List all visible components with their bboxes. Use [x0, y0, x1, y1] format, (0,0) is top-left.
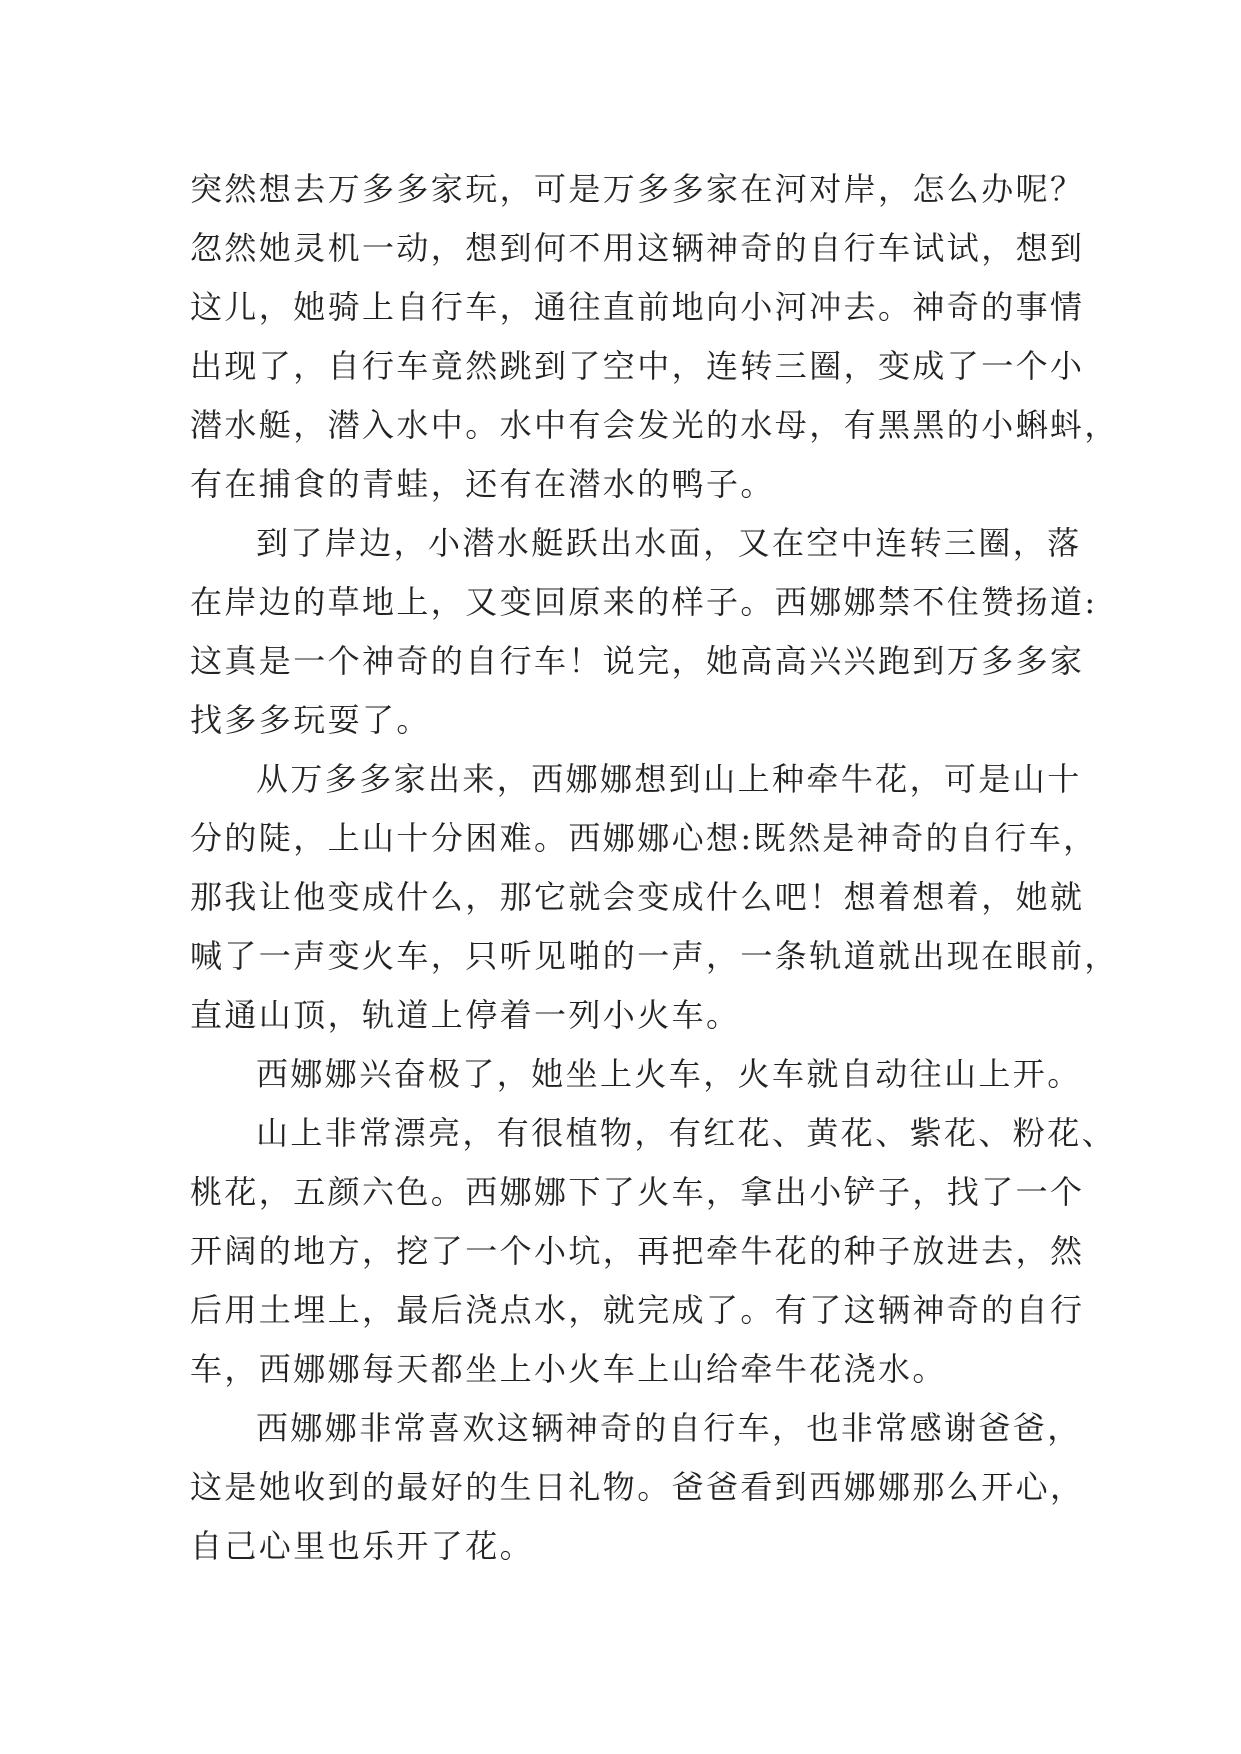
text-line: 这真是一个神奇的自行车！说完，她高高兴兴跑到万多多家 [190, 642, 1085, 680]
text-line: 找多多玩耍了。 [190, 701, 431, 739]
text-line: 这儿，她骑上自行车，通往直前地向小河冲去。神奇的事情 [190, 288, 1085, 326]
text-line: 桃花，五颜六色。西娜娜下了火车，拿出小铲子，找了一个 [190, 1173, 1085, 1211]
paragraph [190, 160, 1119, 514]
text-line: 从万多多家出来，西娜娜想到山上种牵牛花，可是山十 [256, 760, 1082, 798]
paragraph [190, 750, 1119, 1045]
text-line: 出现了，自行车竟然跳到了空中，连转三圈，变成了一个小 [190, 347, 1085, 385]
text-line: 后用土埋上，最后浇点水，就完成了。有了这辆神奇的自行 [190, 1291, 1085, 1329]
text-line: 喊了一声变火车，只听见啪的一声，一条轨道就出现在眼前， [190, 937, 1119, 975]
text-line: 西娜娜非常喜欢这辆神奇的自行车，也非常感谢爸爸， [256, 1409, 1082, 1447]
text-line: 自己心里也乐开了花。 [190, 1527, 535, 1565]
text-line: 到了岸边，小潜水艇跃出水面，又在空中连转三圈，落 [256, 524, 1082, 562]
text-line: 潜水艇，潜入水中。水中有会发光的水母，有黑黑的小蝌蚪， [190, 406, 1119, 444]
paragraph [190, 1399, 1085, 1576]
text-line: 在岸边的草地上，又变回原来的样子。西娜娜禁不住赞扬道: [190, 583, 1098, 621]
text-line: 西娜娜兴奋极了，她坐上火车，火车就自动往山上开。 [256, 1055, 1082, 1093]
paragraph [190, 1104, 1117, 1399]
text-line: 分的陡，上山十分困难。西娜娜心想:既然是神奇的自行车， [190, 819, 1098, 857]
text-line: 山上非常漂亮，有很植物，有红花、黄花、紫花、粉花、 [256, 1114, 1117, 1152]
text-line: 开阔的地方，挖了一个小坑，再把牵牛花的种子放进去，然 [190, 1232, 1085, 1270]
text-line: 直通山顶，轨道上停着一列小火车。 [190, 996, 741, 1034]
text-line: 忽然她灵机一动，想到何不用这辆神奇的自行车试试，想到 [190, 229, 1085, 267]
text-line: 突然想去万多多家玩，可是万多多家在河对岸，怎么办呢？ [190, 170, 1085, 208]
paragraph [190, 514, 1098, 750]
body-text [190, 160, 1119, 1576]
paragraph [190, 1045, 1082, 1104]
text-line: 有在捕食的青蛙，还有在潜水的鸭子。 [190, 465, 775, 503]
text-line: 那我让他变成什么，那它就会变成什么吧！想着想着，她就 [190, 878, 1085, 916]
text-line: 车，西娜娜每天都坐上小火车上山给牵牛花浇水。 [190, 1350, 947, 1388]
text-line: 这是她收到的最好的生日礼物。爸爸看到西娜娜那么开心， [190, 1468, 1085, 1506]
